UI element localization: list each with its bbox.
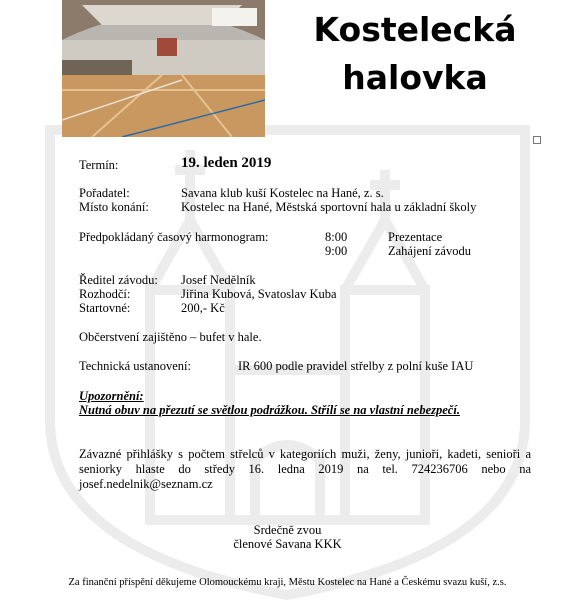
obcerstveni-text: Občerstvení zajištěno – bufet v hale. — [79, 330, 262, 344]
rozhodci-value: Jiřina Kubová, Svatoslav Kuba — [181, 287, 337, 301]
zvou-line-1: Srdečně zvou — [253, 523, 322, 537]
title-line-1: Kostelecká — [313, 10, 517, 49]
misto-value: Kostelec na Hané, Městská sportovní hala u základní školy — [181, 200, 477, 214]
termin-label: Termín: — [79, 158, 119, 172]
harmonogram-time-1: 8:00 — [325, 230, 348, 244]
resize-handle[interactable] — [533, 136, 541, 144]
page-title — [290, 6, 540, 102]
misto-label: Místo konání: — [79, 200, 149, 214]
harmonogram-event-2: Zahájení závodu — [388, 244, 471, 258]
harmonogram-label: Předpokládaný časový harmonogram: — [79, 230, 269, 244]
rozhodci-label: Rozhodčí: — [79, 287, 131, 301]
upozorneni-label: Upozornění: — [79, 389, 144, 403]
startovne-label: Startovné: — [79, 301, 131, 315]
reditel-label: Ředitel závodu: — [79, 273, 158, 287]
prihlasky-paragraph: Závazné přihlášky s počtem střelců v kategoriích muži, ženy, junioři, kadeti, senioři a seniorky hlaste do středy 16. ledna 2019 na tel. 724236706 nebo na josef.nedelnik@seznam.cz — [79, 447, 531, 491]
sports-hall-photo — [62, 0, 265, 137]
poradatel-label: Pořadatel: — [79, 186, 130, 200]
title-line-2: halovka — [342, 58, 488, 97]
termin-value: 19. leden 2019 — [181, 155, 272, 171]
upozorneni-text: Nutná obuv na přezutí se světlou podrážkou. Střílí se na vlastní nebezpečí. — [79, 403, 460, 417]
zvou-line-2: členové Savana KKK — [233, 537, 342, 551]
harmonogram-event-1: Prezentace — [388, 230, 443, 244]
startovne-value: 200,- Kč — [181, 301, 225, 315]
reditel-value: Josef Nedělník — [181, 273, 256, 287]
footer-thanks: Za finanční příspění děkujeme Olomouckému kraji, Městu Kostelec na Hané a Českému svazu kuší, z.s. — [68, 577, 507, 588]
poradatel-value: Savana klub kuší Kostelec na Hané, z. s. — [181, 186, 384, 200]
technicka-value: IR 600 podle pravidel střelby z polní kuše IAU — [238, 359, 474, 373]
technicka-label: Technická ustanovení: — [79, 359, 191, 373]
harmonogram-time-2: 9:00 — [325, 244, 348, 258]
